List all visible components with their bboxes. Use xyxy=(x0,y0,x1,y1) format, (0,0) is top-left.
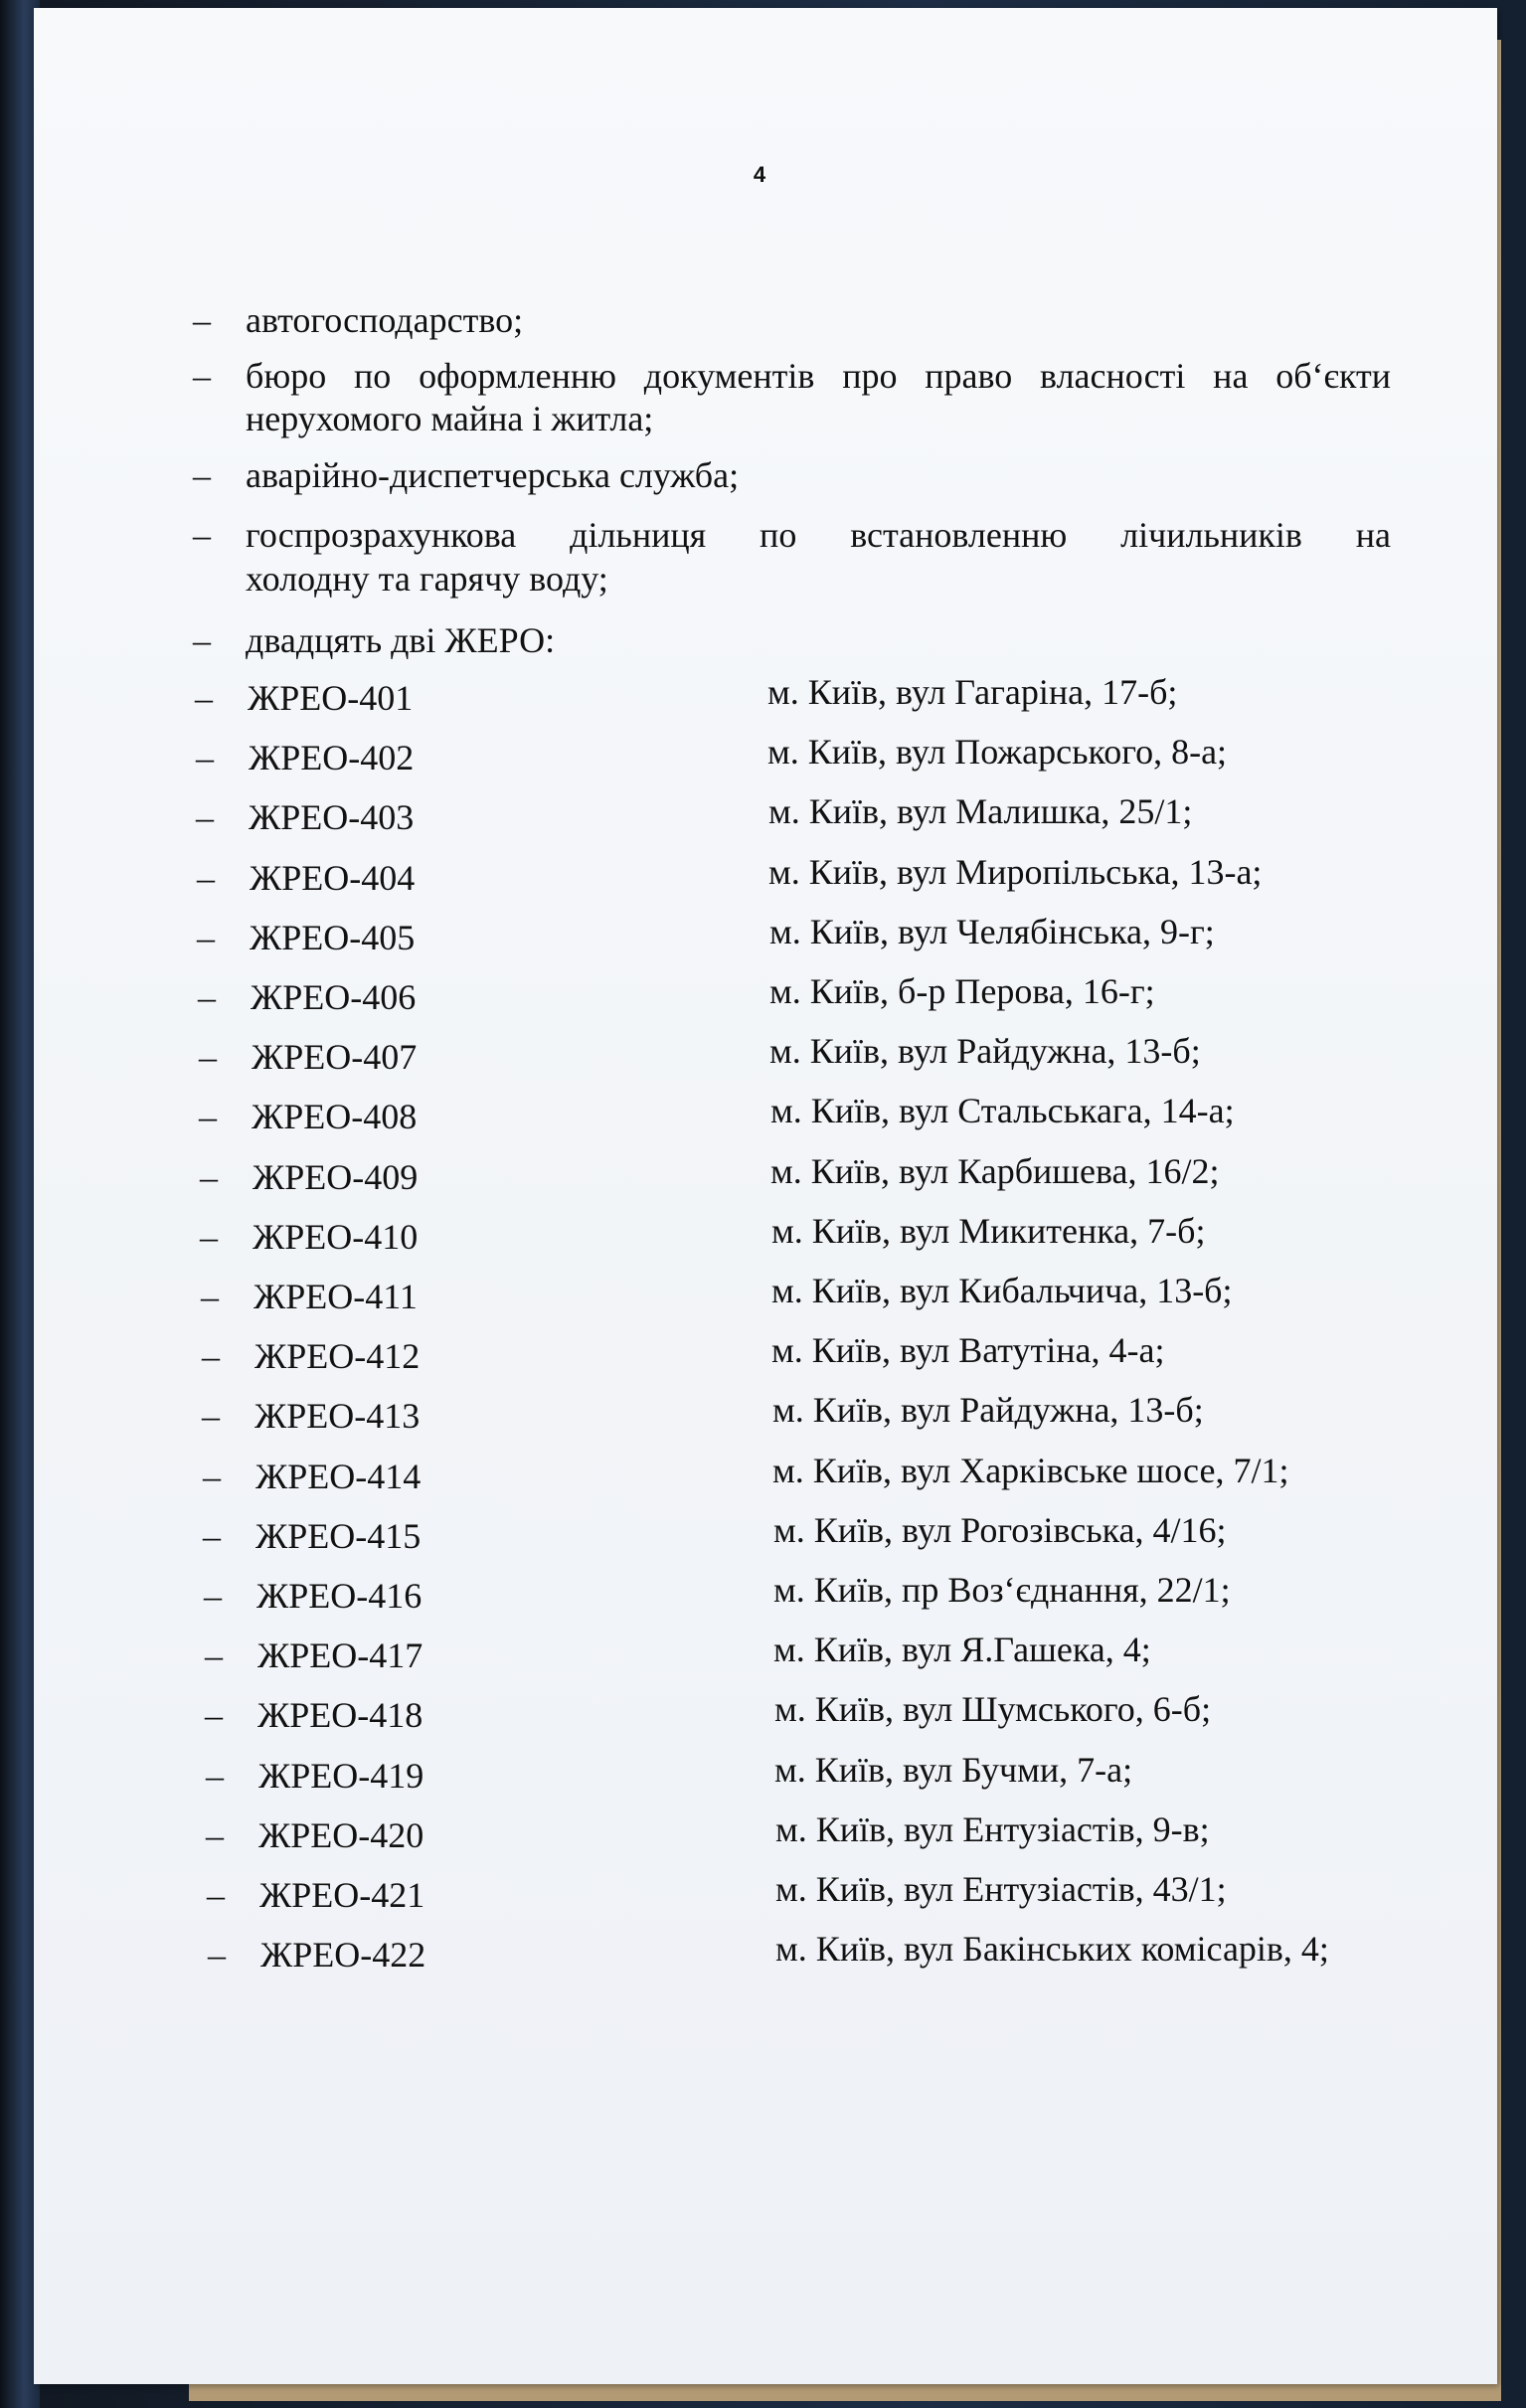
bullet-line-justified xyxy=(246,513,1391,557)
office-name: ЖРЕО-401 xyxy=(248,678,414,718)
office-dash: – xyxy=(208,1935,226,1975)
office-dash: – xyxy=(198,977,216,1017)
office-name: ЖРЕО-404 xyxy=(250,858,416,898)
bullet-line: холодну та гарячу воду; xyxy=(246,559,608,599)
office-name: ЖРЕО-411 xyxy=(254,1277,418,1316)
office-name: ЖРЕО-415 xyxy=(255,1516,422,1556)
office-address: м. Київ, вул Рогозівська, 4/16; xyxy=(773,1510,1227,1550)
office-address: м. Київ, б-р Перова, 16-г; xyxy=(769,971,1155,1011)
office-dash: – xyxy=(202,1396,220,1436)
office-name: ЖРЕО-421 xyxy=(259,1875,425,1915)
bullet-line: нерухомого майна і житла; xyxy=(246,399,654,438)
office-address: м. Київ, вул Бучми, 7-а; xyxy=(774,1750,1133,1790)
office-address: м. Київ, вул Карбишева, 16/2; xyxy=(770,1151,1220,1191)
office-address: м. Київ, вул Райдужна, 13-б; xyxy=(772,1390,1204,1430)
office-name: ЖРЕО-418 xyxy=(257,1695,424,1735)
bullet-line-justified xyxy=(246,354,1391,398)
page-number: 4 xyxy=(753,162,766,187)
office-dash: – xyxy=(197,918,215,957)
office-name: ЖРЕО-408 xyxy=(252,1097,418,1136)
office-address: м. Київ, вул Микитенка, 7-б; xyxy=(771,1211,1206,1251)
office-dash: – xyxy=(203,1516,221,1556)
office-name: ЖРЕО-405 xyxy=(250,918,416,957)
bullet-dash: – xyxy=(193,515,211,555)
office-address: м. Київ, вул Кибальчича, 13-б; xyxy=(771,1271,1233,1310)
office-name: ЖРЕО-407 xyxy=(252,1037,418,1077)
office-address: м. Київ, вул Малишка, 25/1; xyxy=(768,791,1193,831)
office-name: ЖРЕО-422 xyxy=(260,1935,426,1975)
justified-text: госпрозрахункова дільниця по встановленню лічильників на xyxy=(246,515,1391,555)
office-name: ЖРЕО-417 xyxy=(257,1635,424,1675)
office-dash: – xyxy=(201,1277,219,1316)
office-address: м. Київ, вул Пожарського, 8-а; xyxy=(767,732,1228,772)
office-address: м. Київ, вул Райдужна, 13-б; xyxy=(769,1031,1201,1071)
office-name: ЖРЕО-413 xyxy=(254,1396,421,1436)
office-dash: – xyxy=(200,1217,218,1257)
justified-text: бюро по оформленню документів про право власності на об‘єкти xyxy=(246,356,1391,396)
bullet-line: двадцять дві ЖЕРО: xyxy=(246,620,556,660)
office-address: м. Київ, вул Ентузіастів, 9-в; xyxy=(775,1809,1210,1849)
office-dash: – xyxy=(200,1157,218,1197)
office-address: м. Київ, вул Миропільська, 13-а; xyxy=(768,852,1263,892)
office-address: м. Київ, вул Челябінська, 9-г; xyxy=(769,912,1215,951)
office-name: ЖРЕО-409 xyxy=(253,1157,419,1197)
bullet-dash: – xyxy=(193,455,211,495)
office-name: ЖРЕО-403 xyxy=(249,797,415,837)
office-address: м. Київ, вул Ватутіна, 4-а; xyxy=(771,1330,1165,1370)
office-dash: – xyxy=(196,797,214,837)
bullet-dash: – xyxy=(193,620,211,660)
office-dash: – xyxy=(199,1097,217,1136)
office-address: м. Київ, вул Ентузіастів, 43/1; xyxy=(775,1869,1227,1909)
office-address: м. Київ, вул Шумського, 6-б; xyxy=(774,1689,1212,1729)
office-dash: – xyxy=(202,1336,220,1376)
document-page xyxy=(34,8,1497,2384)
office-name: ЖРЕО-419 xyxy=(258,1756,424,1796)
bullet-dash: – xyxy=(193,356,211,396)
office-name: ЖРЕО-420 xyxy=(258,1815,424,1855)
office-address: м. Київ, вул Я.Гашека, 4; xyxy=(773,1630,1151,1669)
office-dash: – xyxy=(206,1756,224,1796)
office-dash: – xyxy=(195,678,213,718)
office-name: ЖРЕО-412 xyxy=(254,1336,421,1376)
office-dash: – xyxy=(196,738,214,777)
office-address: м. Київ, вул Стальськага, 14-а; xyxy=(770,1091,1235,1130)
office-address: м. Київ, вул Харківське шосе, 7/1; xyxy=(772,1451,1289,1490)
office-dash: – xyxy=(205,1635,223,1675)
office-address: м. Київ, пр Воз‘єднання, 22/1; xyxy=(773,1570,1231,1610)
bullet-dash: – xyxy=(193,300,211,340)
office-name: ЖРЕО-406 xyxy=(251,977,417,1017)
office-dash: – xyxy=(207,1875,225,1915)
bullet-line: автогосподарство; xyxy=(246,300,524,340)
office-name: ЖРЕО-410 xyxy=(253,1217,419,1257)
office-dash: – xyxy=(197,858,215,898)
office-dash: – xyxy=(206,1815,224,1855)
office-dash: – xyxy=(203,1457,221,1496)
office-address: м. Київ, вул Бакінських комісарів, 4; xyxy=(775,1929,1329,1969)
office-name: ЖРЕО-402 xyxy=(249,738,415,777)
office-name: ЖРЕО-416 xyxy=(256,1576,423,1616)
bullet-line: аварійно-диспетчерська служба; xyxy=(246,455,740,495)
office-address: м. Київ, вул Гагаріна, 17-б; xyxy=(767,672,1178,712)
office-dash: – xyxy=(199,1037,217,1077)
office-dash: – xyxy=(204,1576,222,1616)
office-dash: – xyxy=(205,1695,223,1735)
office-name: ЖРЕО-414 xyxy=(255,1457,422,1496)
